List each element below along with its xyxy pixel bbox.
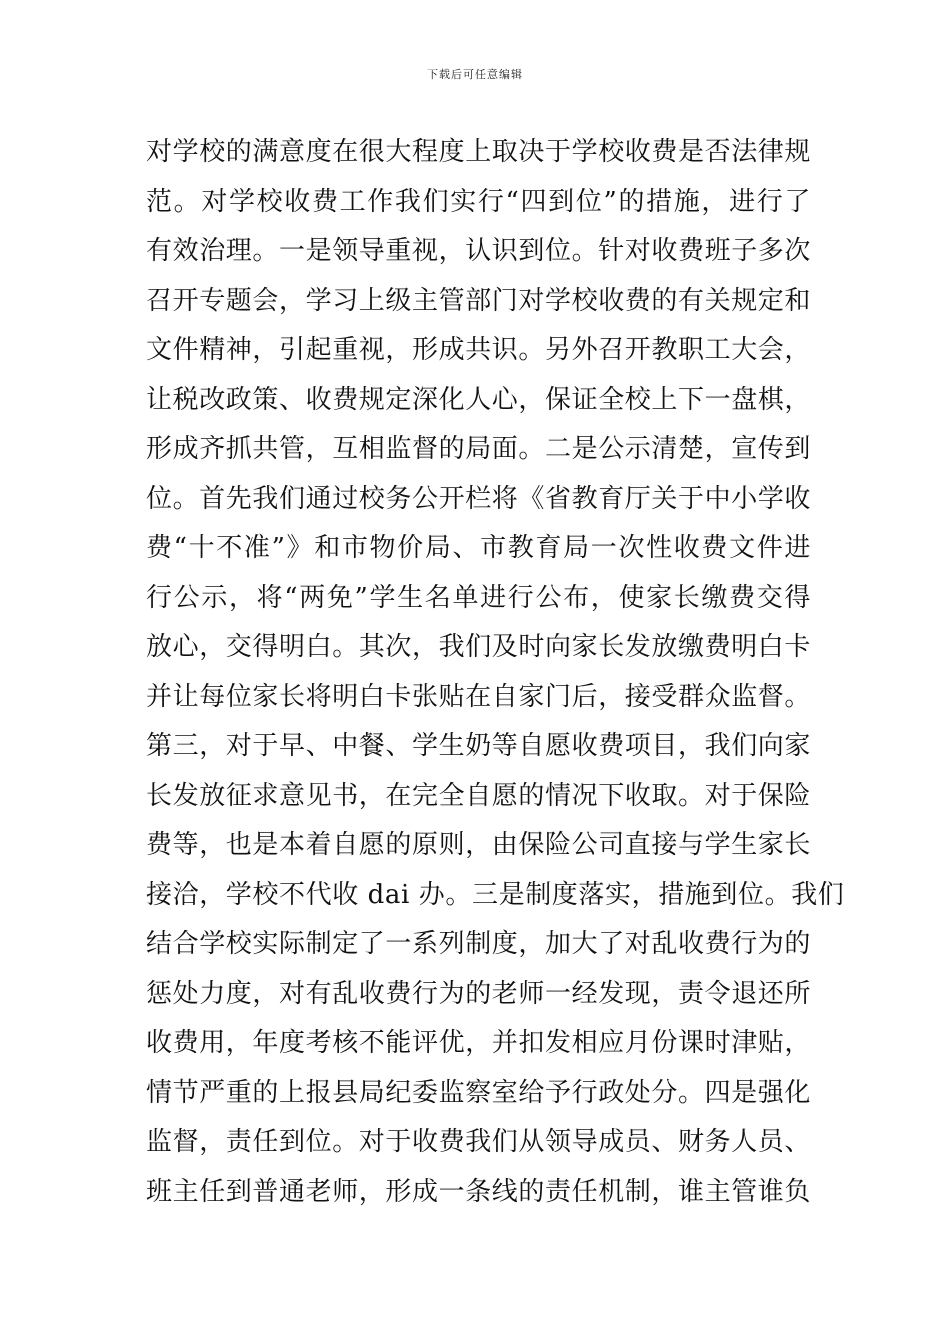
text-line: 收费用，年度考核不能评优，并扣发相应月份课时津贴， — [146, 1028, 812, 1058]
text-line: 范。对学校收费工作我们实行“四到位”的措施，进行了 — [146, 186, 811, 217]
text-line: 有效治理。一是领导重视，认识到位。针对收费班子多次 — [146, 236, 812, 266]
text-line: 惩处力度，对有乱收费行为的老师一经发现，责令退还所 — [146, 978, 812, 1009]
text-line: 费等，也是本着自愿的原则，由保险公司直接与学生家长 — [146, 830, 812, 860]
text-line: 费“十不准”》和市物价局、市教育局一次性收费文件进 — [146, 533, 811, 563]
text-line: 行公示，将“两免”学生名单进行公布，使家长缴费交得 — [146, 582, 811, 613]
text-line: 对学校的满意度在很大程度上取决于学校收费是否法律规 — [146, 137, 812, 167]
text-line: 文件精神，引起重视，形成共识。另外召开教职工大会， — [146, 335, 812, 365]
text-line: 长发放征求意见书，在完全自愿的情况下收取。对于保险 — [146, 780, 812, 811]
text-line: 放心，交得明白。其次，我们及时向家长发放缴费明白卡 — [146, 632, 812, 662]
text-line: 班主任到普通老师，形成一条线的责任机制，谁主管谁负 — [146, 1176, 812, 1207]
text-line: 接洽，学校不代收 dai 办。三是制度落实，措施到位。我们 — [146, 879, 845, 910]
text-line: 位。首先我们通过校务公开栏将《省教育厅关于中小学收 — [146, 483, 812, 514]
text-line: 情节严重的上报县局纪委监察室给予行政处分。四是强化 — [146, 1077, 812, 1108]
document-body — [146, 128, 845, 1217]
text-line: 监督，责任到位。对于收费我们从领导成员、财务人员、 — [146, 1127, 812, 1157]
text-line: 形成齐抓共管，互相监督的局面。二是公示清楚，宣传到 — [146, 434, 812, 464]
text-line: 第三，对于早、中餐、学生奶等自愿收费项目，我们向家 — [146, 731, 812, 761]
text-line: 召开专题会，学习上级主管部门对学校收费的有关规定和 — [146, 285, 812, 316]
text-line: 让税改政策、收费规定深化人心，保证全校上下一盘棋， — [146, 384, 812, 415]
text-line: 并让每位家长将明白卡张贴在自家门后，接受群众监督。 — [146, 681, 812, 712]
page-header: 下载后可任意编辑 — [427, 68, 523, 81]
text-line: 结合学校实际制定了一系列制度，加大了对乱收费行为的 — [146, 929, 812, 959]
